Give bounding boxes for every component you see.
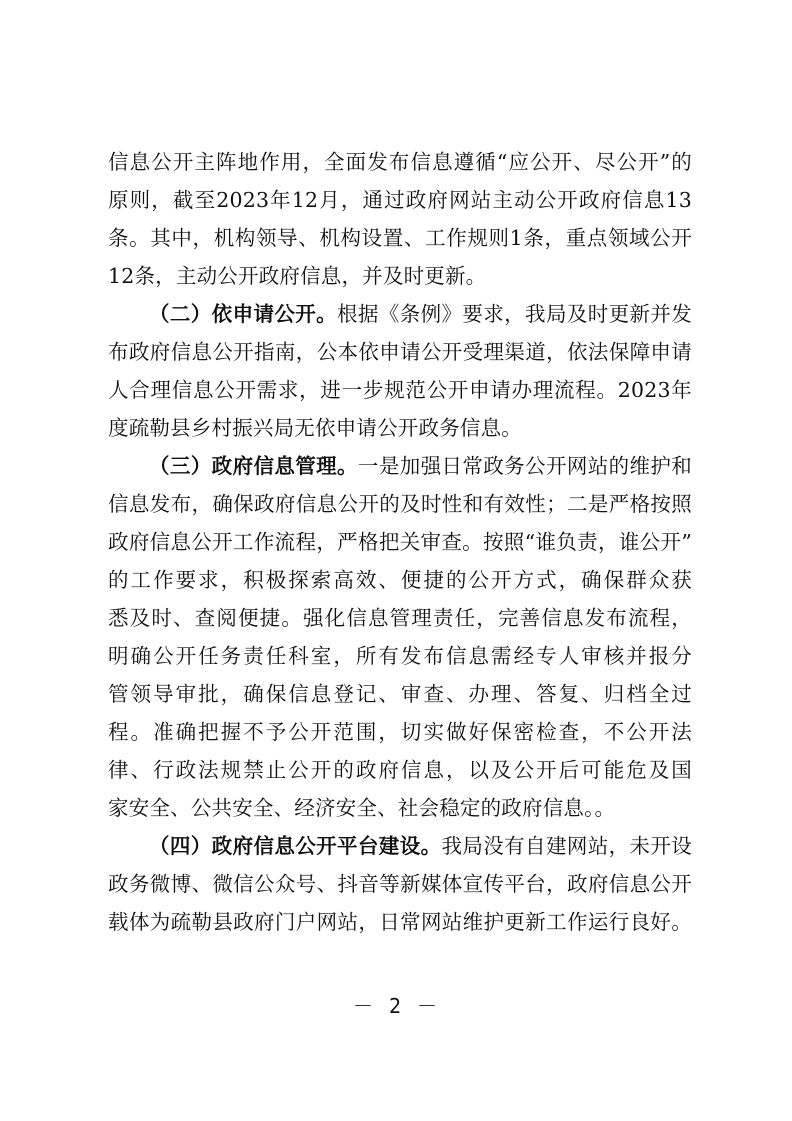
text-line: 管领导审批，确保信息登记、审查、办理、答复、归档全过 <box>108 682 692 706</box>
paragraph-request-disclosure <box>108 295 692 447</box>
text-line: 布政府信息公开指南，公本依申请公开受理渠道，依法保障申请 <box>108 340 692 364</box>
text-line: 政府信息公开工作流程，严格把关审查。按照“谁负责，谁公开” <box>108 530 692 554</box>
text-line: 明确公开任务责任科室，所有发布信息需经专人审核并报分 <box>108 644 692 668</box>
text-line: 12条，主动公开政府信息，并及时更新。 <box>108 264 487 288</box>
text-span: 一是加强日常政务公开网站的维护和 <box>357 454 692 478</box>
paragraph-disclosure-platform <box>108 143 692 295</box>
paragraph-platform-construction <box>108 827 692 941</box>
text-line: 条。其中，机构领导、机构设置、工作规则1条，重点领域公开 <box>108 226 692 250</box>
text-line: 度疏勒县乡村振兴局无依申请公开政务信息。 <box>108 416 522 440</box>
section-heading: （三）政府信息管理。 <box>149 454 358 478</box>
text-span: 根据《条例》要求，我局及时更新并发 <box>337 302 692 326</box>
text-line: 政务微博、微信公众号、抖音等新媒体宣传平台，政府信息公开 <box>108 872 692 896</box>
text-line: 家安全、公共安全、经济安全、社会稳定的政府信息。。 <box>108 796 616 820</box>
page-number: － 2 － <box>352 994 440 1018</box>
text-line: 信息公开主阵地作用，全面发布信息遵循“应公开、尽公开”的 <box>108 150 692 174</box>
text-line: 悉及时、查阅便捷。强化信息管理责任，完善信息发布流程， <box>108 606 692 630</box>
text-line <box>108 295 692 333</box>
text-line <box>108 447 692 485</box>
text-line: 律、行政法规禁止公开的政府信息，以及公开后可能危及国 <box>108 758 692 782</box>
text-line: 信息发布，确保政府信息公开的及时性和有效性；二是严格按照 <box>108 492 692 516</box>
text-line: 人合理信息公开需求，进一步规范公开申请办理流程。2023年 <box>108 378 692 402</box>
text-span: 我局没有自建网站，未开设 <box>441 834 692 858</box>
paragraph-information-management <box>108 447 692 827</box>
section-heading: （二）依申请公开。 <box>149 302 338 326</box>
text-line: 载体为疏勒县政府门户网站，日常网站维护更新工作运行良好。 <box>108 910 692 934</box>
text-line <box>108 827 692 865</box>
text-line: 程。准确把握不予公开范围，切实做好保密检查，不公开法 <box>108 720 692 744</box>
document-body <box>108 143 692 941</box>
text-line: 的工作要求，积极探索高效、便捷的公开方式，确保群众获 <box>108 568 692 592</box>
section-heading: （四）政府信息公开平台建设。 <box>149 834 442 858</box>
text-line: 原则，截至2023年12月，通过政府网站主动公开政府信息13 <box>108 188 692 212</box>
